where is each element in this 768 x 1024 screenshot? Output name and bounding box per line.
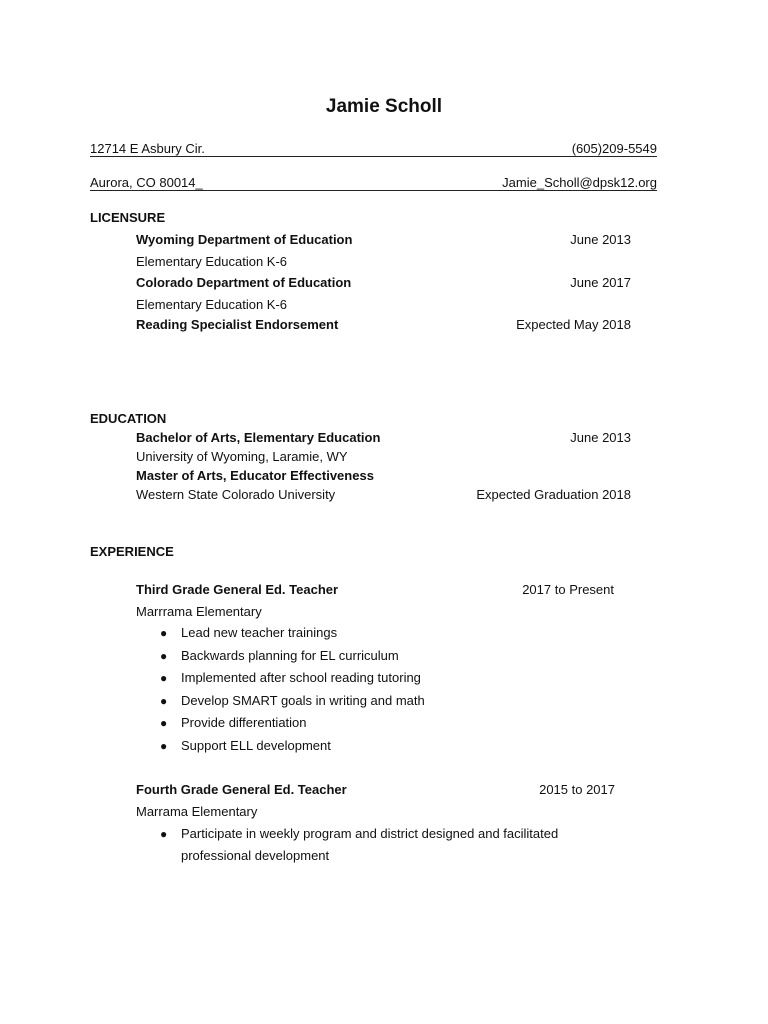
email-address: Jamie_Scholl@dpsk12.org	[502, 175, 657, 190]
bullet-icon: ●	[160, 649, 168, 663]
job-employer: Marrama Elementary	[136, 804, 258, 819]
experience-heading: EXPERIENCE	[90, 544, 174, 559]
license-date: Expected May 2018	[516, 317, 631, 332]
degree-title: Master of Arts, Educator Effectiveness	[136, 468, 374, 483]
address-line-1: 12714 E Asbury Cir.	[90, 141, 205, 156]
license-detail: Elementary Education K-6	[136, 297, 288, 312]
bullet-icon: ●	[160, 694, 168, 708]
bullet-icon: ●	[160, 739, 168, 753]
license-title: Wyoming Department of Education	[136, 232, 353, 247]
degree-institution: University of Wyoming, Laramie, WY	[136, 449, 348, 464]
address-line-2: Aurora, CO 80014_	[90, 175, 203, 190]
degree-date: Expected Graduation 2018	[476, 487, 631, 502]
phone-number: (605)209-5549	[571, 141, 657, 156]
license-date: June 2013	[570, 232, 631, 247]
job-dates: 2015 to 2017	[539, 782, 615, 797]
bullet-icon: ●	[160, 626, 168, 640]
job-title: Third Grade General Ed. Teacher	[136, 582, 339, 597]
job-bullet: Provide differentiation	[181, 715, 307, 730]
license-title: Colorado Department of Education	[136, 275, 352, 290]
resume-name: Jamie Scholl	[325, 96, 443, 117]
licensure-heading: LICENSURE	[90, 210, 166, 225]
degree-date: June 2013	[570, 430, 631, 445]
job-bullet: Backwards planning for EL curriculum	[181, 648, 399, 663]
job-employer: Marrrama Elementary	[136, 604, 262, 619]
degree-institution: Western State Colorado University	[136, 487, 336, 502]
contact-underline-1	[90, 156, 657, 157]
license-title: Reading Specialist Endorsement	[136, 317, 339, 332]
license-date: June 2017	[570, 275, 631, 290]
job-title: Fourth Grade General Ed. Teacher	[136, 782, 347, 797]
job-bullet: Support ELL development	[181, 738, 331, 753]
contact-underline-2	[90, 190, 657, 191]
job-bullet: Develop SMART goals in writing and math	[181, 693, 425, 708]
job-bullet: Lead new teacher trainings	[181, 625, 338, 640]
bullet-icon: ●	[160, 716, 168, 730]
license-detail: Elementary Education K-6	[136, 254, 288, 269]
job-bullet: Participate in weekly program and district designed and facilitated professional development	[181, 826, 559, 863]
degree-title: Bachelor of Arts, Elementary Education	[136, 430, 381, 445]
education-heading: EDUCATION	[90, 411, 167, 426]
bullet-icon: ●	[160, 671, 168, 685]
job-dates: 2017 to Present	[522, 582, 614, 597]
bullet-icon: ●	[160, 827, 168, 841]
job-bullet: Implemented after school reading tutoring	[181, 670, 421, 685]
